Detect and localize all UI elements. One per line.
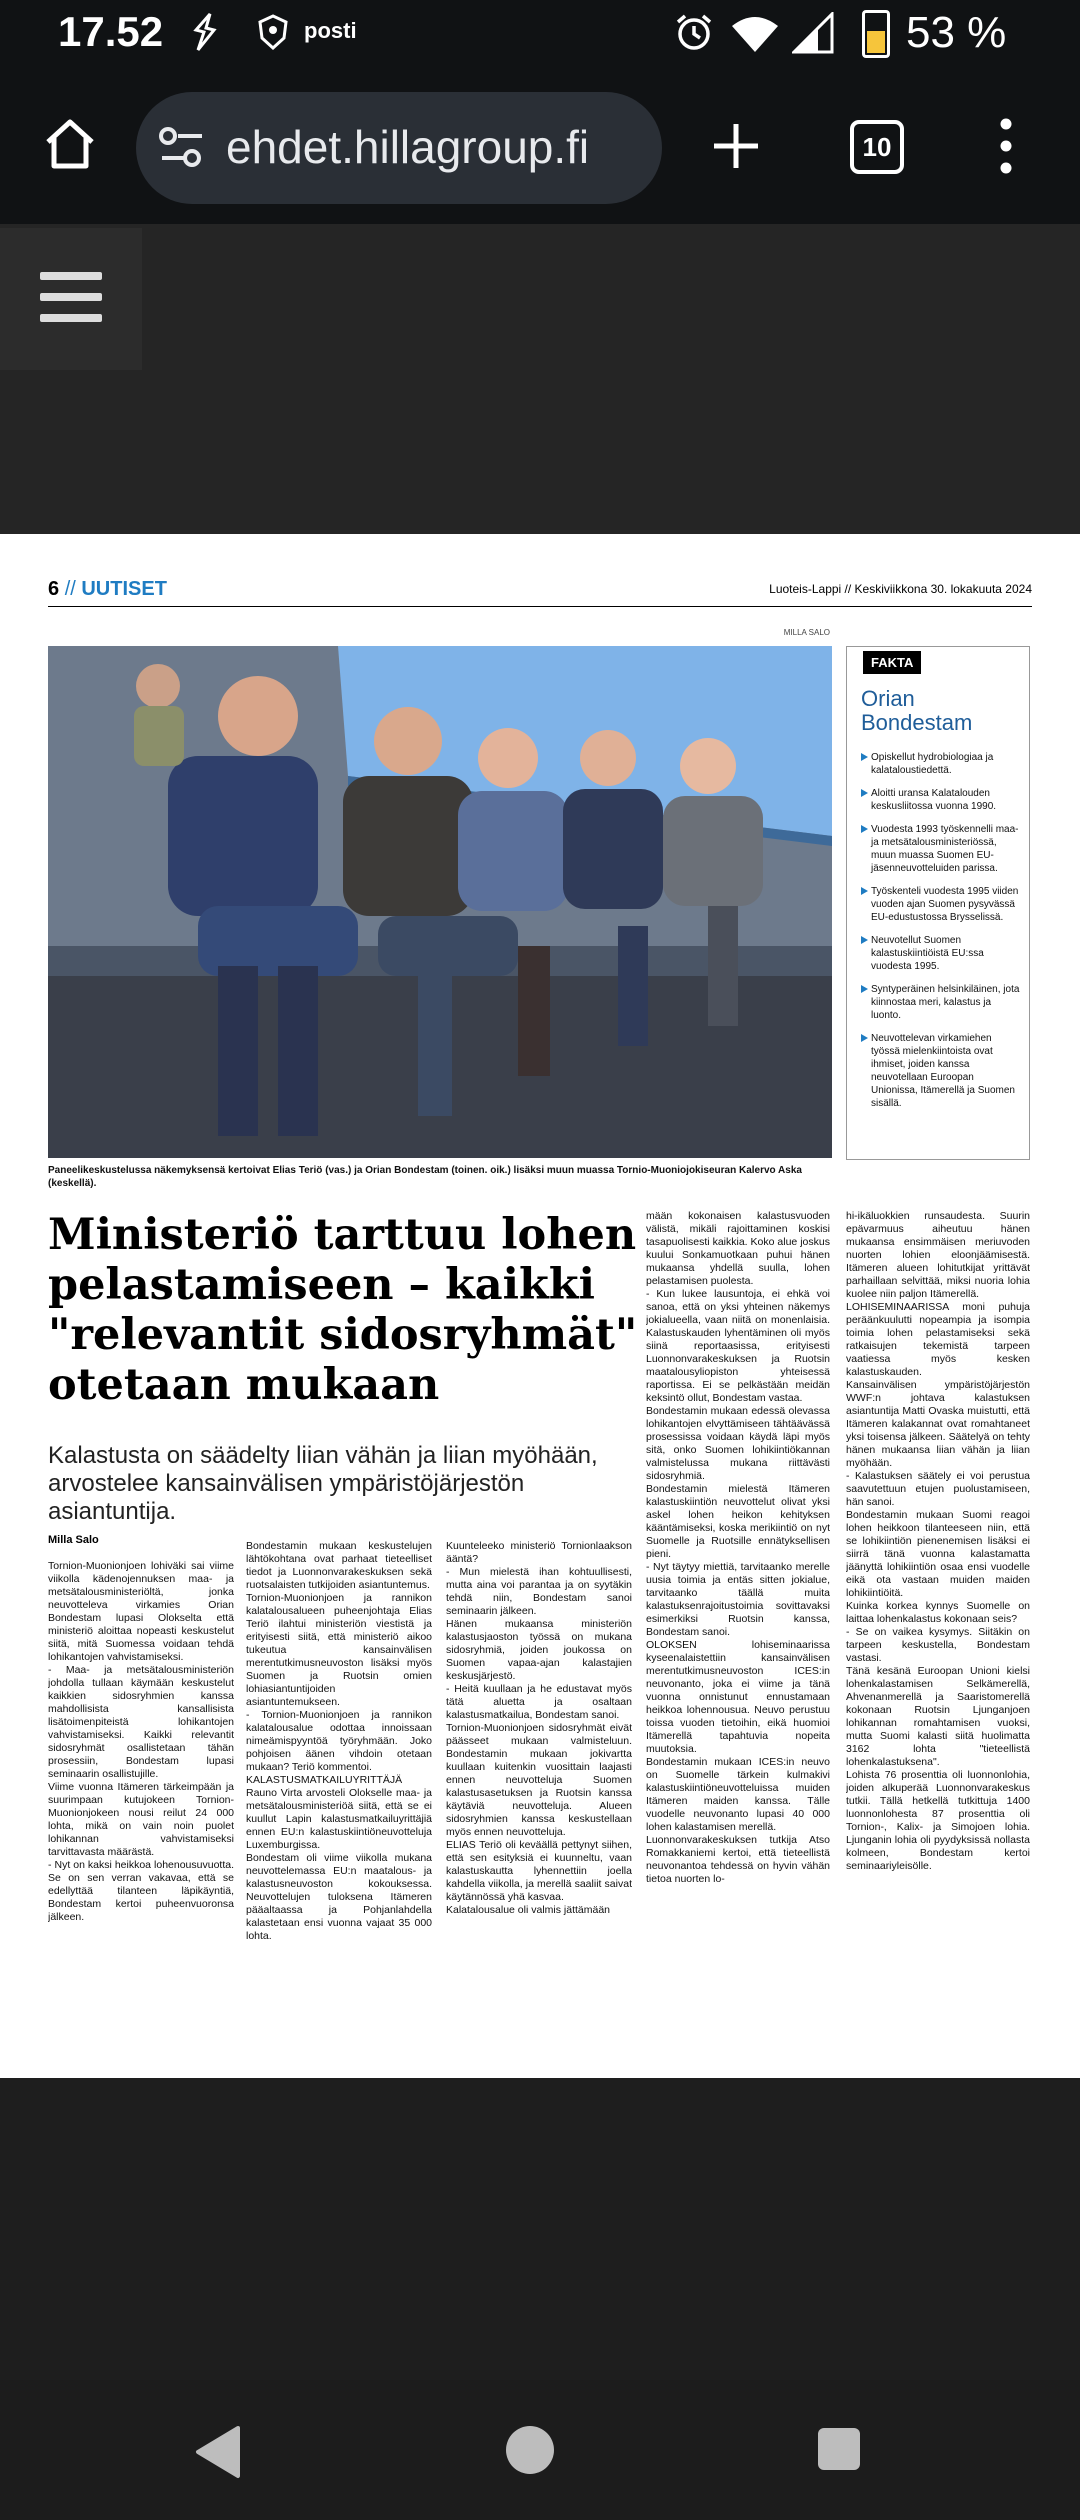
newspaper-page[interactable] xyxy=(0,534,1080,2078)
photo-credit: MILLA SALO xyxy=(783,628,830,637)
article-lede: Kalastusta on säädelty liian vähän ja liian myöhään, arvostelee kansainvälisen ympäristöjärjestön asiantuntija. xyxy=(48,1442,598,1525)
photo-caption: Paneelikeskustelussa näkemyksensä kertoivat Elias Teriö (vas.) ja Orian Bondestam (toinen. oik.) lisäksi muun muassa Tornio-Muoniojokiseuran Kalervo Aska (keskellä). xyxy=(48,1165,802,1189)
home-nav-icon[interactable] xyxy=(504,2424,556,2476)
fakta-item: Opiskellut hydrobiologiaa ja kalataloustiedettä. xyxy=(861,751,1021,777)
home-icon[interactable] xyxy=(40,114,100,174)
publication-dateline: Luoteis-Lappi // Keskiviikkona 30. lokakuuta 2024 xyxy=(769,582,1032,596)
back-icon[interactable] xyxy=(192,2424,242,2480)
wifi-icon xyxy=(730,14,780,54)
hamburger-menu-button[interactable] xyxy=(0,228,142,370)
article-column-1: Tornion-Muonionjoen lohiväki sai viime viikolla kädenojennuksen maa- ja metsätalousministeriöltä, jonka neuvotteleva virkamies Orian Bondestam lupasi Olokselta että ministeriö aloittaa nopeasti keskustelut siitä, mitä Suomessa voidaan tehdä lohikantojen vahvistamiseksi. - Maa- ja metsätalousministeriön johdolla tullaan käymään keskustelut kaikkien sidosryhmien kanssa mahdollisista kansallisista lisätoimenpiteistä lohikantojen vahvistamiseksi. Kaikki relevantit sidosryhmät osallistetaan tähän prosessiin, Bondestam lupasi seminaarin osallistujille. Viime vuonna Itämeren tärkeimpään ja suurimpaan kutujokeen Tornion-Muonionjokeen nousi reilut 24 000 lohta, mikä on vain noin puolet lohikannan vahvistamiseksi tarvittavasta määrästä. - Nyt on kaksi heikkoa lohenousuvuotta. Se on sen verran vakavaa, että se edellyttää tilanteen läpikäyntiä, Bondestam kertoi puheenvuoronsa jälkeen. xyxy=(48,1560,234,1923)
article-column-4: mään kokonaisen kalastusvuoden välistä, mikäli rajoittaminen koskisi tasapuolisesti kaikkia. Koko alue joskus kuului Sonkamuotkaan puhui hänen mukaansa yhdellä suulla, lohen pelastamisen puolesta. - Kun lukee lausuntoja, ei ehkä voi sanoa, että on yksi yhteinen näkemys jokialueella, vaan niitä on monenlaisia. Kalastuskauden lyhentäminen oli myös siinä reportaasissa, erityisesti Luonnonvarakeskuksen ja Ruotsin maatalousyliopiston yhteisessä raportissa. Ei se pelkästään meidän keksintö ollut, Bondestam vastaa. Bondestamin mukaan edessä olevassa lohikantojen elvyttämiseen tähtäävässä prosessissa voidaan käydä läpi myös sitä, onko Suomen lohikiintiökannan valmistelussa mukana riittävästi sidosryhmiä. Bondestamin mielestä Itämeren kalastuskiintiön neuvottelut olivat yksi askel lohen heikon kehityksen kääntämiseksi, koska merikiintiö on nyt Suomelle ja Ruotsille ennätyksellisen pieni. - Nyt täytyy miettiä, tarvitaanko merelle uusia toimia ja entäs sitten jokialue, tarvitaanko täällä muita kalastuksenrajoitustoimia sovittavaksi esimerkiksi Ruotsin kanssa, Bondestam sanoi. OLOKSEN lohiseminaarissa kyseenalaistettiin kansainvälisen merentutkimusneuvoston ICES:in neuvonanto, joka ei viime ja tänä vuonna onnistunut ennustamaan heikkoa lohennousua. Neuvo perustuu toissa vuoden tietoihin, eikä huomioi Itämerellä tapahtuvia nopeita muutoksia. Bondestamin mukaan ICES:in neuvo on Suomelle tärkein kulmakivi kalastuskiintiöneuvotteluissa muiden Itämeren maiden kanssa. Tälle vuodelle neuvonanto lupasi 40 000 lohen kalastamisen merellä. Luonnonvarakeskuksen tutkija Atso Romakkaniemi kertoi, että tieteellistä neuvonantoa tehdessä on hyvin vähän tietoa nuorten lo- xyxy=(646,1210,830,1885)
article-headline: Ministeriö tarttuu lohen pelastamiseen – kaikki "relevantit sidosryhmät" otetaan mukaan xyxy=(48,1210,638,1410)
fakta-item: Aloitti uransa Kalatalouden keskusliitossa vuonna 1990. xyxy=(861,787,1021,813)
page-header-left: 6 // UUTISET xyxy=(48,578,167,600)
fakta-name: Orian Bondestam xyxy=(861,686,973,735)
fakta-item: Työskenteli vuodesta 1995 viiden vuoden ajan Suomen pysyvässä EU-edustustossa Brysselissä. xyxy=(861,885,1021,924)
menu-icon[interactable] xyxy=(40,270,102,324)
section-name: UUTISET xyxy=(81,578,167,600)
shield-notification-icon xyxy=(258,14,288,50)
tab-switcher-button[interactable]: 10 xyxy=(850,120,904,174)
fakta-tag: FAKTA xyxy=(863,651,921,674)
browser-toolbar xyxy=(0,72,1080,224)
status-bar xyxy=(0,0,1080,72)
battery-icon xyxy=(862,10,890,58)
article-column-5: hi-ikäluokkien runsaudesta. Suurin epävarmuus aiheutuu hänen mukaansa ensimmäisen meriuvoden nuorten lohien eloonjäämisestä. Itämeren alueen lohitutkijat yrittävät parhaillaan selvittää, miksi nuoria lohia kuolee niin paljon Itämerellä. LOHISEMINAARISSA moni puhuja peräänkuulutti nopeampia ja isompia toimia lohen pelastamiseksi sekä ratkaisujen tekemistä tarpeen vaatiessa myös kesken kalastuskauden. Kansainvälisen ympäristöjärjestön WWF:n johtava kalastuksen asiantuntija Matti Ovaska muistutti, että Itämeren kalakannat ovat romahtaneet yksi toisensa jälkeen. Säätelyä on tehty hänen mukaansa liian vähän ja liian myöhään. - Kalastuksen säätely ei voi perustua saavutettuun etujen puolustamiseen, hän sanoi. Bondestamin mukaan Suomi reagoi lohen heikkoon tilanteeseen niin, että se lohikiintiön pienenemisen lisäksi ei siirrä tänä vuonna kalastamatta jäänyttä lohikiintiön osaa ensi vuodelle eikä ota vastaan muiden maiden lohikiintiöitä. Kuinka korkea kynnys Suomelle on laittaa lohenkalastus kokonaan seis? - Se on vaikea kysymys. Siitäkin on tarpeen keskustella, Bondestam vastasi. Tänä kesänä Euroopan Unioni kielsi lohenkalastamisen Selkämerellä, Ahvenanmerellä ja Saaristomerellä kokonaan Ruotsin Ljunganjoen lohikannan romahtamisen vuoksi, mutta Suomi kalasti siitä huolimatta 3162 lohta "tieteellistä lohenkalastuksena". Lohista 76 prosenttia oli luonnonlohia, joiden alkuperää Luonnonvarakeskus tutkii. Tällä hetkellä tutkittuja 1400 luonnonlohesta 87 prosenttia oli Tornion-, Kalix- ja Simojoen lohia. Ljunganin lohia oli pyydyksissä nollasta kolmeen, Bondestam kertoi seminaariyleisölle. xyxy=(846,1210,1030,1872)
status-time: 17.52 xyxy=(58,8,164,55)
fakta-item: Vuodesta 1993 työskennelli maa- ja metsätalousministeriössä, muun muassa Suomen EU-jäsenneuvotteluiden parissa. xyxy=(861,823,1021,875)
more-options-icon[interactable] xyxy=(996,116,1016,176)
url-text[interactable]: ehdet.hillagroup.fi xyxy=(226,121,590,173)
page-background xyxy=(0,224,1080,534)
new-tab-icon[interactable] xyxy=(708,118,764,174)
address-bar[interactable] xyxy=(136,92,662,204)
article-byline: Milla Salo xyxy=(48,1534,99,1546)
battery-percent: 53 % xyxy=(906,8,1007,57)
app-notification-icon xyxy=(190,12,220,52)
recent-apps-icon[interactable] xyxy=(816,2426,862,2472)
fakta-item: Neuvotellut Suomen kalastuskiintiöistä EU:ssa vuodesta 1995. xyxy=(861,934,1021,973)
page-number: 6 xyxy=(48,578,60,600)
article-column-3: Kuunteleeko ministeriö Tornionlaakson ääntä? - Mun mielestä ihan kohtuullisesti, mutta aina voi parantaa ja on syytäkin tehdä niin, Bondestam sanoi seminaarin jälkeen. Hänen mukaansa ministeriön kalastusjaoston työssä on mukana sidosryhmiä, joiden joukossa on Suomen vapaa-ajan kalastajien keskusjärjestö. - Heitä kuullaan ja he edustavat myös tätä aluetta ja osaltaan kalastusmatkailua, Bondestam sanoi. Tornion-Muonionjoen sidosryhmät eivät päässeet mukaan valmisteluun. Bondestamin mukaan jokivartta kuullaan kuitenkin vuosittain laajasti ennen neuvotteluja Suomen kalastusasetuksen ja Ruotsin kanssa käytäviä neuvotteluja. Alueen sidosryhmien kanssa keskustellaan myös ennen neuvotteluja. ELIAS Teriö oli keväällä pettynyt siihen, että sen esityksiä ei kuunneltu, vaan kalastuskautta lyhennettiin joella kahdella viikolla, ja merellä saaliit saivat käytännössä yhä kasvaa. Kalatalousalue oli valmis jättämään xyxy=(446,1540,632,1916)
fakta-item: Syntyperäinen helsinkiläinen, jota kiinnostaa meri, kalastus ja luonto. xyxy=(861,983,1021,1022)
alarm-icon xyxy=(674,12,714,52)
fakta-box xyxy=(846,646,1030,1160)
cellular-signal-icon xyxy=(792,12,836,54)
header-rule xyxy=(48,606,1032,607)
site-settings-icon[interactable] xyxy=(158,126,206,170)
article-column-2: Bondestamin mukaan keskustelujen lähtökohtana ovat parhaat tieteelliset tiedot ja Luonnonvarakeskuksen sekä ruotsalaisten tutkijoiden asiantuntemus. Tornion-Muonionjoen ja rannikon kalatalousalueen puheenjohtaja Elias Teriö ilahtui ministeriön viestistä ja erityisesti siitä, että ministeriö aikoo tukeutua kansainvälisen merentutkimusneuvoston lisäksi myös Suomen ja Ruotsin omien lohiasiantuntijoiden asiantuntemukseen. - Tornion-Muonionjoen ja rannikon kalatalousalue odottaa innoissaan nimeämispyyntöä työryhmään. Joko pohjoisen äänen vihdoin otetaan mukaan? Teriö kommentoi. KALASTUSMATKAILUYRITTÄJÄ Rauno Virta arvosteli Olokselle maa- ja metsätalousministeriöä siitä, että se ei kuullut Lapin kalastusmatkailuyrittäjiä ennen EU:n kalastuskiintiöneuvotteluja Luxemburgissa. Bondestam oli viime viikolla mukana neuvottelemassa EU:n maatalous- ja kalastusneuvoston kokouksessa. Neuvottelujen tuloksena Itämeren pääaltaassa ja Pohjanlahdella kalastetaan ensi vuonna vajaat 35 000 lohta. xyxy=(246,1540,432,1942)
fakta-item: Neuvottelevan virkamiehen työssä mielenkiintoista ovat ihmiset, joiden kanssa neuvotellaan Euroopan Unionissa, Itämerellä ja Suomen sisällä. xyxy=(861,1032,1021,1110)
fakta-list xyxy=(861,751,1021,1120)
panel-discussion-photo xyxy=(48,646,832,1158)
carrier-label: posti xyxy=(304,18,357,43)
system-navigation-bar xyxy=(0,2380,1080,2520)
